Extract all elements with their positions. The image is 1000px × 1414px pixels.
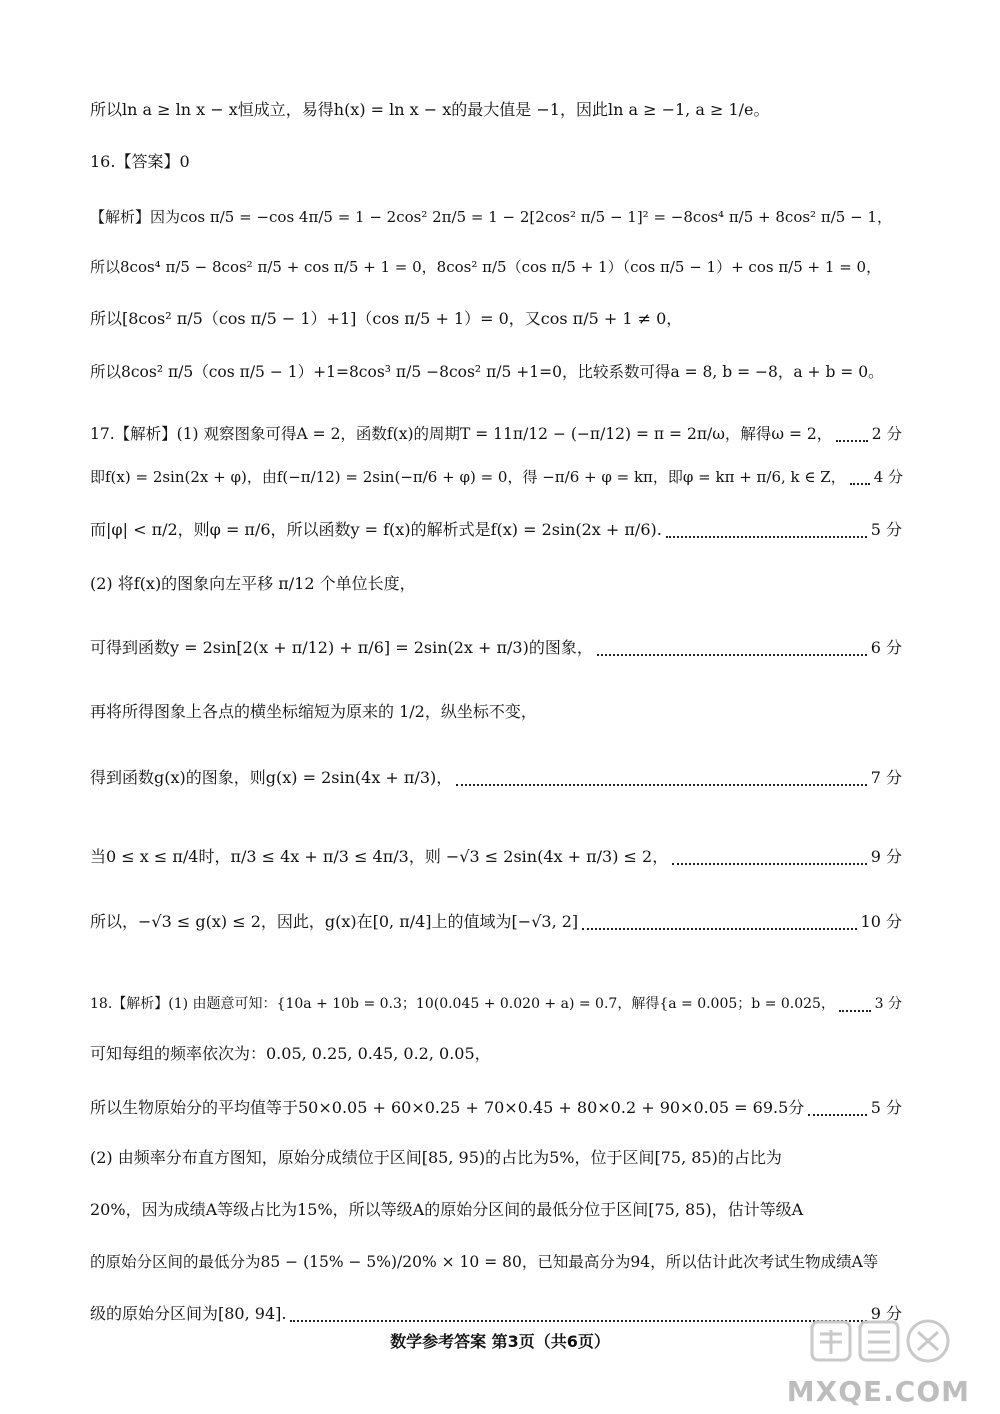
- line-16: [90, 992, 902, 1016]
- score-label: 10 分: [860, 912, 902, 931]
- watermark-text: MXQE.COM: [786, 1375, 970, 1408]
- line-text: 可知每组的频率依次为：0.05, 0.25, 0.45, 0.2, 0.05，: [90, 1044, 491, 1063]
- line-15: [90, 910, 902, 934]
- line-text: 所以生物原始分的平均值等于50×0.05 + 60×0.25 + 70×0.45 + 80×0.2 + 90×0.05 = 69.5分: [90, 1098, 805, 1117]
- dot-leader: [850, 481, 870, 485]
- dot-leader: [672, 861, 867, 865]
- line-6: [90, 360, 902, 384]
- line-text: 的原始分区间的最低分为85 − (15% − 5%)/20% × 10 = 80，已知最高分为94，所以估计此次考试生物成绩A等: [90, 1253, 879, 1271]
- line-text: 而|φ| < π/2，则φ = π/6，所以函数y = f(x)的解析式是f(x) = 2sin(2x + π/6).: [90, 520, 662, 539]
- score-label: 5 分: [870, 1098, 902, 1117]
- line-text: 18.【解析】(1) 由题意可知：{10a + 10b = 0.3；10(0.045 + 0.020 + a) = 0.7，解得{a = 0.005；b = 0.025，: [90, 996, 835, 1012]
- line-3: [90, 205, 902, 229]
- line-text: 所以，−√3 ≤ g(x) ≤ 2，因此，g(x)在[0, π/4]上的值域为[−√3, 2]: [90, 912, 579, 931]
- line-text: 17.【解析】(1) 观察图象可得A = 2，函数f(x)的周期T = 11π/12 − (−π/12) = π = 2π/ω，解得ω = 2，: [90, 425, 833, 443]
- score-label: 9 分: [870, 847, 902, 866]
- dot-leader: [808, 1112, 866, 1116]
- line-text: 当0 ≤ x ≤ π/4时，π/3 ≤ 4x + π/3 ≤ 4π/3，则 −√3 ≤ 2sin(4x + π/3) ≤ 2，: [90, 847, 669, 866]
- dot-leader: [666, 534, 867, 538]
- line-12: [90, 700, 902, 724]
- line-text: 得到函数g(x)的图象，则g(x) = 2sin(4x + π/3)，: [90, 768, 453, 787]
- dot-leader: [582, 926, 856, 930]
- line-text: 20%，因为成绩A等级占比为15%，所以等级A的原始分区间的最低分位于区间[75, 85)，估计等级A: [90, 1200, 804, 1219]
- line-9: [90, 518, 902, 542]
- watermark: [770, 1318, 970, 1408]
- dot-leader: [839, 1008, 871, 1012]
- line-text: (2) 由频率分布直方图知，原始分成绩位于区间[85, 95)的占比为5%，位于区间[75, 85)的占比为: [90, 1148, 782, 1167]
- dot-leader: [456, 782, 866, 786]
- score-label: 3 分: [874, 996, 902, 1012]
- line-text: 16.【答案】0: [90, 152, 190, 171]
- line-21: [90, 1250, 902, 1274]
- line-4: [90, 255, 902, 279]
- line-text: 所以[8cos² π/5（cos π/5 − 1）+1]（cos π/5 + 1）= 0，又cos π/5 + 1 ≠ 0，: [90, 309, 683, 328]
- line-text: 可得到函数y = 2sin[2(x + π/12) + π/6] = 2sin(2x + π/3)的图象，: [90, 638, 593, 657]
- line-11: [90, 636, 902, 660]
- line-text: 所以8cos² π/5（cos π/5 − 1）+1=8cos³ π/5 −8cos² π/5 +1=0，比较系数可得a = 8, b = −8，a + b = 0。: [90, 363, 884, 381]
- line-18: [90, 1096, 902, 1120]
- line-14: [90, 845, 902, 869]
- line-7: [90, 422, 902, 446]
- line-1: [90, 98, 902, 122]
- line-text: 【解析】因为cos π/5 = −cos 4π/5 = 1 − 2cos² 2π/5 = 1 − 2[2cos² π/5 − 1]² = −8cos⁴ π/5 + 8cos² π/5 − 1，: [90, 208, 892, 226]
- watermark-logo-icon: [808, 1318, 958, 1364]
- line-text: 再将所得图象上各点的横坐标缩短为原来的 1/2，纵坐标不变，: [90, 702, 537, 721]
- line-19: [90, 1146, 902, 1170]
- line-text: 所以8cos⁴ π/5 − 8cos² π/5 + cos π/5 + 1 = 0，8cos² π/5（cos π/5 + 1）（cos π/5 − 1）+ cos π/5 + 1 = 0，: [90, 258, 882, 276]
- score-label: 2 分: [871, 425, 902, 443]
- dot-leader: [597, 652, 867, 656]
- line-text: 即f(x) = 2sin(2x + φ)，由f(−π/12) = 2sin(−π/6 + φ) = 0，得 −π/6 + φ = kπ，即φ = kπ + π/6, k ∈ Z，: [90, 468, 846, 486]
- line-text: (2) 将f(x)的图象向左平移 π/12 个单位长度，: [90, 574, 416, 593]
- line-17: [90, 1042, 902, 1066]
- line-text: 级的原始分区间为[80, 94].: [90, 1304, 287, 1323]
- line-20: [90, 1198, 902, 1222]
- score-label: 7 分: [870, 768, 902, 787]
- line-13: [90, 766, 902, 790]
- page-footer: 数学参考答案 第3页（共6页）: [390, 1332, 610, 1351]
- dot-leader: [836, 438, 867, 442]
- line-8: [90, 465, 902, 489]
- score-label: 6 分: [870, 638, 902, 657]
- line-2: [90, 150, 902, 174]
- score-label: 4 分: [873, 468, 904, 486]
- score-label: 5 分: [870, 520, 902, 539]
- line-text: 所以ln a ≥ ln x − x恒成立，易得h(x) = ln x − x的最大值是 −1，因此ln a ≥ −1, a ≥ 1/e。: [90, 100, 770, 119]
- score-label: 9 分: [870, 1304, 902, 1323]
- line-10: [90, 572, 902, 596]
- line-5: [90, 307, 902, 331]
